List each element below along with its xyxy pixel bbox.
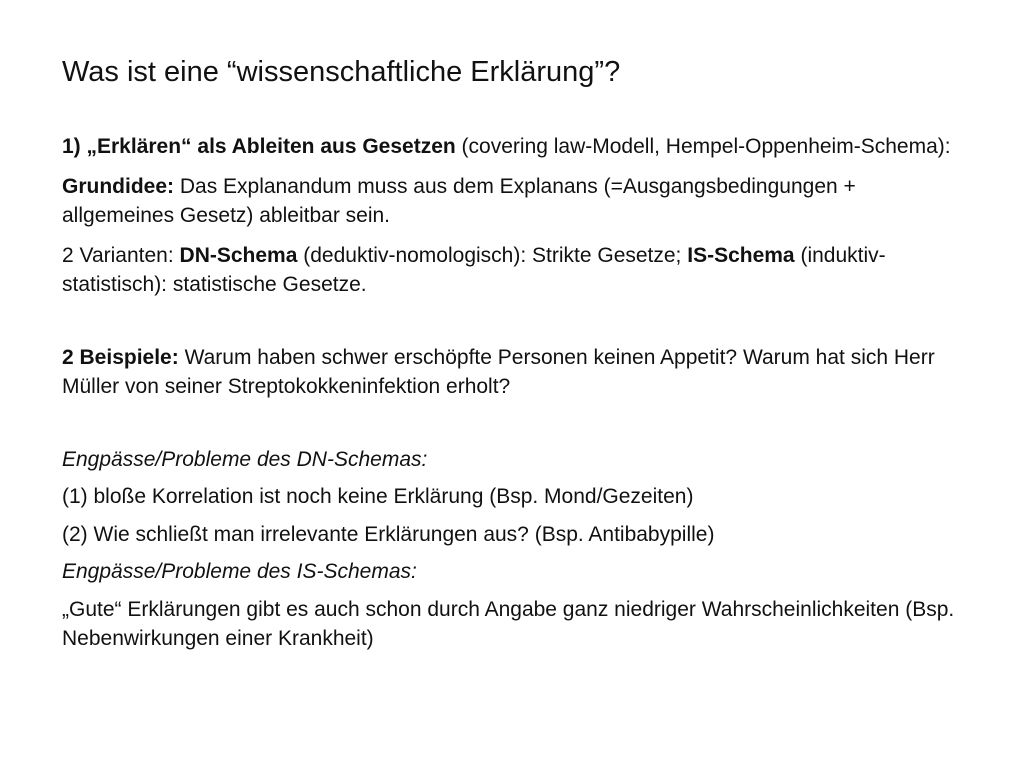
varianten-text-3: (induktiv-statistisch): statistische Gesetze. [62,243,886,296]
beispiele-label: 2 Beispiele: [62,345,179,369]
dn-problem-1: (1) bloße Korrelation ist noch keine Erklärung (Bsp. Mond/Gezeiten) [62,485,694,508]
paragraph-varianten [62,241,962,300]
slide-title: Was ist eine “wissenschaftliche Erklärung”? [62,56,621,88]
paragraph-covering-law [62,132,962,162]
is-problems-heading [62,557,962,587]
slide-content [62,132,962,664]
is-problem-1: „Gute“ Erklärungen gibt es auch schon durch Angabe ganz niedriger Wahrscheinlichkeiten (Bsp. Nebenwirkungen einer Krankheit) [62,597,955,650]
dn-problem-2: (2) Wie schließt man irrelevante Erklärungen aus? (Bsp. Antibabypille) [62,522,715,546]
grundidee-text: Das Explanandum muss aus dem Explanans (=Ausgangsbedingungen + allgemeines Gesetz) ableitbar sein. [62,174,856,227]
dn-problems-heading [62,445,962,475]
beispiele-text: Warum haben schwer erschöpfte Personen keinen Appetit? Warum hat sich Herr Müller von seiner Streptokokkeninfektion erholt? [62,345,935,398]
dn-schema-label: DN-Schema [179,243,298,267]
covering-law-heading: 1) „Erklären“ als Ableiten aus Gesetzen [62,135,456,158]
grundidee-label: Grundidee: [62,174,175,198]
covering-law-text: (covering law-Modell, Hempel-Oppenheim-Schema): [455,135,951,158]
is-problems-heading-text: Engpässe/Probleme des IS-Schemas: [62,560,417,583]
paragraph-grundidee [62,172,962,231]
varianten-text-1: 2 Varianten: [62,243,180,267]
varianten-text-2: (deduktiv-nomologisch): Strikte Gesetze; [297,243,688,267]
dn-problems-heading-text: Engpässe/Probleme des DN-Schemas: [62,447,428,471]
paragraph-beispiele [62,343,962,402]
is-schema-label: IS-Schema [687,243,795,267]
